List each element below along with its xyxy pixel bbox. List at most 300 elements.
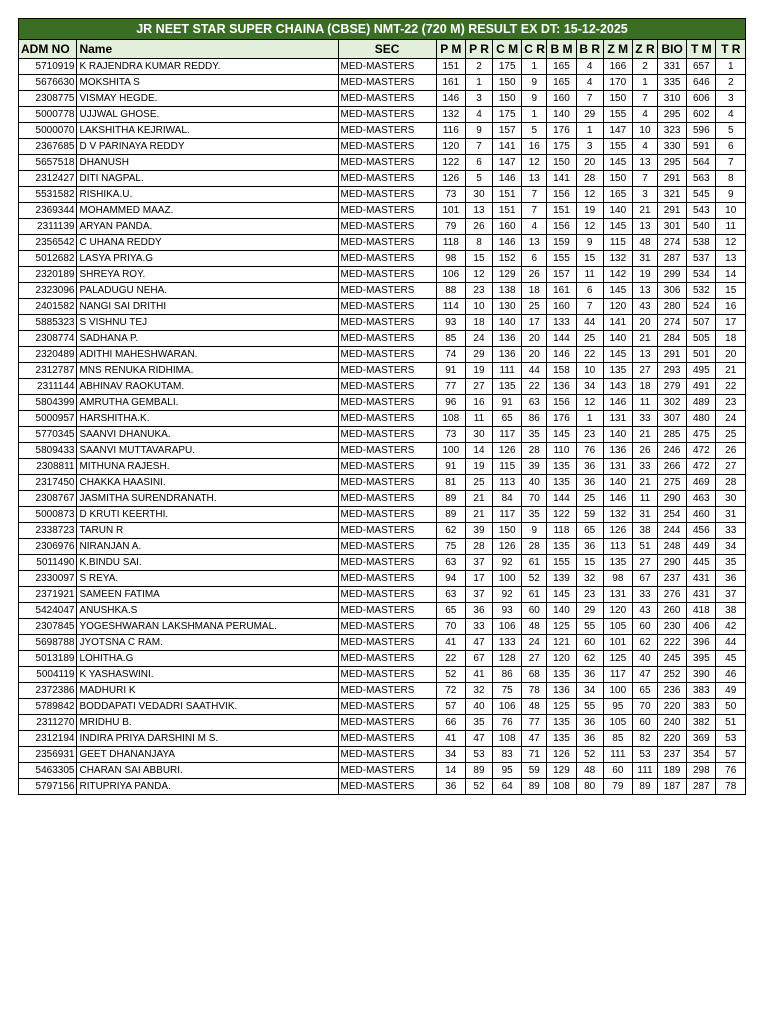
br-cell: 36 — [576, 475, 603, 491]
bm-cell: 135 — [547, 475, 576, 491]
zr-cell: 67 — [632, 571, 657, 587]
adm-no-cell: 2356542 — [19, 235, 77, 251]
student-name-cell: BODDAPATI VEDADRI SAATHVIK. — [77, 699, 338, 715]
section-cell: MED-MASTERS — [338, 251, 436, 267]
pm-cell: 85 — [436, 331, 465, 347]
table-row — [19, 539, 746, 555]
adm-no-cell: 2320189 — [19, 267, 77, 283]
table-row — [19, 667, 746, 683]
bm-cell: 176 — [547, 411, 576, 427]
cm-cell: 151 — [493, 187, 522, 203]
bio-cell: 189 — [658, 763, 687, 779]
zr-cell: 48 — [632, 235, 657, 251]
pr-cell: 15 — [465, 251, 492, 267]
tm-cell: 646 — [687, 75, 716, 91]
col-name-header: Name — [77, 40, 338, 59]
tr-cell: 8 — [716, 171, 746, 187]
tm-cell: 563 — [687, 171, 716, 187]
cm-cell: 150 — [493, 523, 522, 539]
cm-cell: 106 — [493, 619, 522, 635]
tm-cell: 469 — [687, 475, 716, 491]
section-cell: MED-MASTERS — [338, 267, 436, 283]
br-cell: 12 — [576, 395, 603, 411]
tm-cell: 460 — [687, 507, 716, 523]
table-row — [19, 411, 746, 427]
section-cell: MED-MASTERS — [338, 635, 436, 651]
pr-cell: 5 — [465, 171, 492, 187]
pm-cell: 73 — [436, 427, 465, 443]
section-cell: MED-MASTERS — [338, 187, 436, 203]
bio-cell: 275 — [658, 475, 687, 491]
bio-cell: 284 — [658, 331, 687, 347]
col-br-header: B R — [576, 40, 603, 59]
cr-cell: 35 — [522, 507, 547, 523]
pr-cell: 47 — [465, 635, 492, 651]
bio-cell: 290 — [658, 555, 687, 571]
pm-cell: 146 — [436, 91, 465, 107]
student-name-cell: JYOTSNA C RAM. — [77, 635, 338, 651]
student-name-cell: MRIDHU B. — [77, 715, 338, 731]
tr-cell: 12 — [716, 235, 746, 251]
cr-cell: 9 — [522, 523, 547, 539]
cm-cell: 140 — [493, 315, 522, 331]
zr-cell: 1 — [632, 75, 657, 91]
adm-no-cell: 5000957 — [19, 411, 77, 427]
table-row — [19, 475, 746, 491]
section-cell: MED-MASTERS — [338, 379, 436, 395]
table-row — [19, 155, 746, 171]
table-row — [19, 187, 746, 203]
bm-cell: 135 — [547, 667, 576, 683]
pr-cell: 67 — [465, 651, 492, 667]
result-table — [18, 18, 746, 795]
cm-cell: 108 — [493, 731, 522, 747]
tm-cell: 501 — [687, 347, 716, 363]
tm-cell: 418 — [687, 603, 716, 619]
bm-cell: 157 — [547, 267, 576, 283]
student-name-cell: SADHANA P. — [77, 331, 338, 347]
pr-cell: 12 — [465, 267, 492, 283]
bm-cell: 145 — [547, 587, 576, 603]
section-cell: MED-MASTERS — [338, 139, 436, 155]
student-name-cell: DHANUSH — [77, 155, 338, 171]
tr-cell: 11 — [716, 219, 746, 235]
br-cell: 36 — [576, 667, 603, 683]
adm-no-cell: 5011490 — [19, 555, 77, 571]
cr-cell: 24 — [522, 635, 547, 651]
bm-cell: 156 — [547, 395, 576, 411]
pr-cell: 32 — [465, 683, 492, 699]
table-row — [19, 683, 746, 699]
br-cell: 76 — [576, 443, 603, 459]
bio-cell: 279 — [658, 379, 687, 395]
zr-cell: 13 — [632, 155, 657, 171]
zr-cell: 4 — [632, 107, 657, 123]
student-name-cell: PALADUGU NEHA. — [77, 283, 338, 299]
br-cell: 19 — [576, 203, 603, 219]
bm-cell: 140 — [547, 107, 576, 123]
bm-cell: 146 — [547, 347, 576, 363]
adm-no-cell: 2306976 — [19, 539, 77, 555]
student-name-cell: TARUN R — [77, 523, 338, 539]
adm-no-cell: 5013189 — [19, 651, 77, 667]
pm-cell: 63 — [436, 555, 465, 571]
tm-cell: 480 — [687, 411, 716, 427]
bio-cell: 252 — [658, 667, 687, 683]
table-row — [19, 139, 746, 155]
bio-cell: 266 — [658, 459, 687, 475]
pm-cell: 151 — [436, 59, 465, 75]
student-name-cell: MOKSHITA S — [77, 75, 338, 91]
tr-cell: 1 — [716, 59, 746, 75]
bio-cell: 310 — [658, 91, 687, 107]
zr-cell: 60 — [632, 715, 657, 731]
student-name-cell: INDIRA PRIYA DARSHINI M S. — [77, 731, 338, 747]
adm-no-cell: 2307845 — [19, 619, 77, 635]
br-cell: 29 — [576, 107, 603, 123]
bio-cell: 245 — [658, 651, 687, 667]
bio-cell: 287 — [658, 251, 687, 267]
pm-cell: 79 — [436, 219, 465, 235]
section-cell: MED-MASTERS — [338, 555, 436, 571]
tm-cell: 383 — [687, 683, 716, 699]
cm-cell: 106 — [493, 699, 522, 715]
cr-cell: 26 — [522, 267, 547, 283]
cm-cell: 84 — [493, 491, 522, 507]
pm-cell: 89 — [436, 491, 465, 507]
pm-cell: 98 — [436, 251, 465, 267]
pm-cell: 41 — [436, 635, 465, 651]
section-cell: MED-MASTERS — [338, 155, 436, 171]
section-cell: MED-MASTERS — [338, 411, 436, 427]
student-name-cell: ARYAN PANDA. — [77, 219, 338, 235]
table-row — [19, 219, 746, 235]
zm-cell: 140 — [603, 427, 632, 443]
cr-cell: 6 — [522, 251, 547, 267]
pr-cell: 6 — [465, 155, 492, 171]
table-row — [19, 571, 746, 587]
tm-cell: 491 — [687, 379, 716, 395]
section-cell: MED-MASTERS — [338, 571, 436, 587]
section-cell: MED-MASTERS — [338, 731, 436, 747]
bm-cell: 144 — [547, 331, 576, 347]
adm-no-cell: 2311139 — [19, 219, 77, 235]
cm-cell: 65 — [493, 411, 522, 427]
tr-cell: 76 — [716, 763, 746, 779]
br-cell: 20 — [576, 155, 603, 171]
student-name-cell: NIRANJAN A. — [77, 539, 338, 555]
student-name-cell: C UHANA REDDY — [77, 235, 338, 251]
cr-cell: 89 — [522, 779, 547, 795]
tr-cell: 21 — [716, 363, 746, 379]
br-cell: 23 — [576, 587, 603, 603]
pm-cell: 57 — [436, 699, 465, 715]
table-row — [19, 315, 746, 331]
student-name-cell: K YASHASWINI. — [77, 667, 338, 683]
section-cell: MED-MASTERS — [338, 235, 436, 251]
zr-cell: 31 — [632, 507, 657, 523]
zr-cell: 65 — [632, 683, 657, 699]
pr-cell: 53 — [465, 747, 492, 763]
zm-cell: 155 — [603, 139, 632, 155]
pm-cell: 116 — [436, 123, 465, 139]
tr-cell: 42 — [716, 619, 746, 635]
zr-cell: 2 — [632, 59, 657, 75]
table-row — [19, 459, 746, 475]
bm-cell: 145 — [547, 427, 576, 443]
pm-cell: 22 — [436, 651, 465, 667]
student-name-cell: UJJWAL GHOSE. — [77, 107, 338, 123]
tr-cell: 33 — [716, 523, 746, 539]
table-row — [19, 715, 746, 731]
student-name-cell: NANGI SAI DRITHI — [77, 299, 338, 315]
col-bio-header: BIO — [658, 40, 687, 59]
pr-cell: 2 — [465, 59, 492, 75]
pr-cell: 33 — [465, 619, 492, 635]
cm-cell: 111 — [493, 363, 522, 379]
table-row — [19, 123, 746, 139]
zm-cell: 120 — [603, 299, 632, 315]
zm-cell: 155 — [603, 107, 632, 123]
pm-cell: 88 — [436, 283, 465, 299]
section-cell: MED-MASTERS — [338, 699, 436, 715]
zr-cell: 47 — [632, 667, 657, 683]
adm-no-cell: 2308767 — [19, 491, 77, 507]
section-cell: MED-MASTERS — [338, 427, 436, 443]
cm-cell: 150 — [493, 91, 522, 107]
tm-cell: 489 — [687, 395, 716, 411]
cm-cell: 115 — [493, 459, 522, 475]
tr-cell: 34 — [716, 539, 746, 555]
student-name-cell: SHREYA ROY. — [77, 267, 338, 283]
pr-cell: 30 — [465, 187, 492, 203]
br-cell: 52 — [576, 747, 603, 763]
section-cell: MED-MASTERS — [338, 491, 436, 507]
cm-cell: 175 — [493, 59, 522, 75]
zr-cell: 11 — [632, 395, 657, 411]
col-cm-header: C M — [493, 40, 522, 59]
student-name-cell: SAANVI MUTTAVARAPU. — [77, 443, 338, 459]
cr-cell: 7 — [522, 203, 547, 219]
cm-cell: 136 — [493, 331, 522, 347]
br-cell: 1 — [576, 123, 603, 139]
bio-cell: 323 — [658, 123, 687, 139]
adm-no-cell: 2308774 — [19, 331, 77, 347]
adm-no-cell: 5000778 — [19, 107, 77, 123]
bm-cell: 155 — [547, 251, 576, 267]
cm-cell: 86 — [493, 667, 522, 683]
bio-cell: 290 — [658, 491, 687, 507]
cm-cell: 146 — [493, 171, 522, 187]
tr-cell: 51 — [716, 715, 746, 731]
bio-cell: 220 — [658, 731, 687, 747]
cr-cell: 61 — [522, 555, 547, 571]
pr-cell: 39 — [465, 523, 492, 539]
br-cell: 80 — [576, 779, 603, 795]
tm-cell: 445 — [687, 555, 716, 571]
table-row — [19, 491, 746, 507]
adm-no-cell: 5797156 — [19, 779, 77, 795]
tr-cell: 36 — [716, 571, 746, 587]
section-cell: MED-MASTERS — [338, 539, 436, 555]
pm-cell: 89 — [436, 507, 465, 523]
student-name-cell: ABHINAV RAOKUTAM. — [77, 379, 338, 395]
pr-cell: 29 — [465, 347, 492, 363]
pm-cell: 161 — [436, 75, 465, 91]
tm-cell: 298 — [687, 763, 716, 779]
cr-cell: 13 — [522, 171, 547, 187]
pm-cell: 74 — [436, 347, 465, 363]
br-cell: 59 — [576, 507, 603, 523]
zr-cell: 33 — [632, 459, 657, 475]
bio-cell: 295 — [658, 107, 687, 123]
adm-no-cell: 2317450 — [19, 475, 77, 491]
student-name-cell: LASYA PRIYA.G — [77, 251, 338, 267]
tr-cell: 26 — [716, 443, 746, 459]
tm-cell: 606 — [687, 91, 716, 107]
zm-cell: 135 — [603, 555, 632, 571]
br-cell: 22 — [576, 347, 603, 363]
tm-cell: 354 — [687, 747, 716, 763]
pm-cell: 108 — [436, 411, 465, 427]
pr-cell: 26 — [465, 219, 492, 235]
bm-cell: 141 — [547, 171, 576, 187]
pr-cell: 19 — [465, 363, 492, 379]
zm-cell: 170 — [603, 75, 632, 91]
table-row — [19, 747, 746, 763]
bio-cell: 291 — [658, 347, 687, 363]
zm-cell: 150 — [603, 171, 632, 187]
cr-cell: 77 — [522, 715, 547, 731]
br-cell: 60 — [576, 635, 603, 651]
cr-cell: 20 — [522, 331, 547, 347]
bm-cell: 159 — [547, 235, 576, 251]
pr-cell: 16 — [465, 395, 492, 411]
section-cell: MED-MASTERS — [338, 171, 436, 187]
tm-cell: 369 — [687, 731, 716, 747]
zm-cell: 145 — [603, 347, 632, 363]
cm-cell: 117 — [493, 427, 522, 443]
zm-cell: 105 — [603, 619, 632, 635]
bm-cell: 120 — [547, 651, 576, 667]
pr-cell: 24 — [465, 331, 492, 347]
student-name-cell: LOHITHA.G — [77, 651, 338, 667]
tr-cell: 15 — [716, 283, 746, 299]
bio-cell: 220 — [658, 699, 687, 715]
tr-cell: 5 — [716, 123, 746, 139]
br-cell: 7 — [576, 299, 603, 315]
col-zm-header: Z M — [603, 40, 632, 59]
cr-cell: 59 — [522, 763, 547, 779]
cm-cell: 141 — [493, 139, 522, 155]
cm-cell: 157 — [493, 123, 522, 139]
bm-cell: 139 — [547, 571, 576, 587]
tr-cell: 24 — [716, 411, 746, 427]
section-cell: MED-MASTERS — [338, 475, 436, 491]
cm-cell: 130 — [493, 299, 522, 315]
pr-cell: 7 — [465, 139, 492, 155]
bm-cell: 165 — [547, 59, 576, 75]
tr-cell: 7 — [716, 155, 746, 171]
adm-no-cell: 5770345 — [19, 427, 77, 443]
pm-cell: 72 — [436, 683, 465, 699]
zm-cell: 136 — [603, 443, 632, 459]
zm-cell: 146 — [603, 491, 632, 507]
student-name-cell: RISHIKA.U. — [77, 187, 338, 203]
student-name-cell: SAMEEN FATIMA — [77, 587, 338, 603]
zr-cell: 82 — [632, 731, 657, 747]
zm-cell: 140 — [603, 331, 632, 347]
col-cr-header: C R — [522, 40, 547, 59]
pm-cell: 66 — [436, 715, 465, 731]
adm-no-cell: 2371921 — [19, 587, 77, 603]
pm-cell: 75 — [436, 539, 465, 555]
bm-cell: 175 — [547, 139, 576, 155]
section-cell: MED-MASTERS — [338, 59, 436, 75]
pr-cell: 41 — [465, 667, 492, 683]
tr-cell: 17 — [716, 315, 746, 331]
adm-no-cell: 2369344 — [19, 203, 77, 219]
cm-cell: 95 — [493, 763, 522, 779]
zm-cell: 145 — [603, 283, 632, 299]
tr-cell: 50 — [716, 699, 746, 715]
pm-cell: 126 — [436, 171, 465, 187]
zm-cell: 141 — [603, 315, 632, 331]
cr-cell: 12 — [522, 155, 547, 171]
br-cell: 15 — [576, 251, 603, 267]
cr-cell: 39 — [522, 459, 547, 475]
tr-cell: 18 — [716, 331, 746, 347]
bio-cell: 260 — [658, 603, 687, 619]
br-cell: 62 — [576, 651, 603, 667]
zr-cell: 70 — [632, 699, 657, 715]
pr-cell: 10 — [465, 299, 492, 315]
cr-cell: 71 — [522, 747, 547, 763]
bio-cell: 254 — [658, 507, 687, 523]
cm-cell: 126 — [493, 443, 522, 459]
adm-no-cell: 5012682 — [19, 251, 77, 267]
zr-cell: 21 — [632, 203, 657, 219]
zm-cell: 147 — [603, 123, 632, 139]
adm-no-cell: 5809433 — [19, 443, 77, 459]
pm-cell: 91 — [436, 459, 465, 475]
pr-cell: 28 — [465, 539, 492, 555]
adm-no-cell: 5463305 — [19, 763, 77, 779]
pm-cell: 101 — [436, 203, 465, 219]
bio-cell: 295 — [658, 155, 687, 171]
adm-no-cell: 2308811 — [19, 459, 77, 475]
pr-cell: 25 — [465, 475, 492, 491]
section-cell: MED-MASTERS — [338, 395, 436, 411]
col-adm-no-header: ADM NO — [19, 40, 77, 59]
section-cell: MED-MASTERS — [338, 763, 436, 779]
tm-cell: 564 — [687, 155, 716, 171]
table-row — [19, 555, 746, 571]
cr-cell: 48 — [522, 699, 547, 715]
table-row — [19, 699, 746, 715]
table-row — [19, 107, 746, 123]
bm-cell: 165 — [547, 75, 576, 91]
bm-cell: 144 — [547, 491, 576, 507]
br-cell: 9 — [576, 235, 603, 251]
bio-cell: 237 — [658, 747, 687, 763]
section-cell: MED-MASTERS — [338, 587, 436, 603]
table-row — [19, 171, 746, 187]
adm-no-cell: 2320489 — [19, 347, 77, 363]
table-row — [19, 299, 746, 315]
br-cell: 23 — [576, 427, 603, 443]
section-cell: MED-MASTERS — [338, 603, 436, 619]
